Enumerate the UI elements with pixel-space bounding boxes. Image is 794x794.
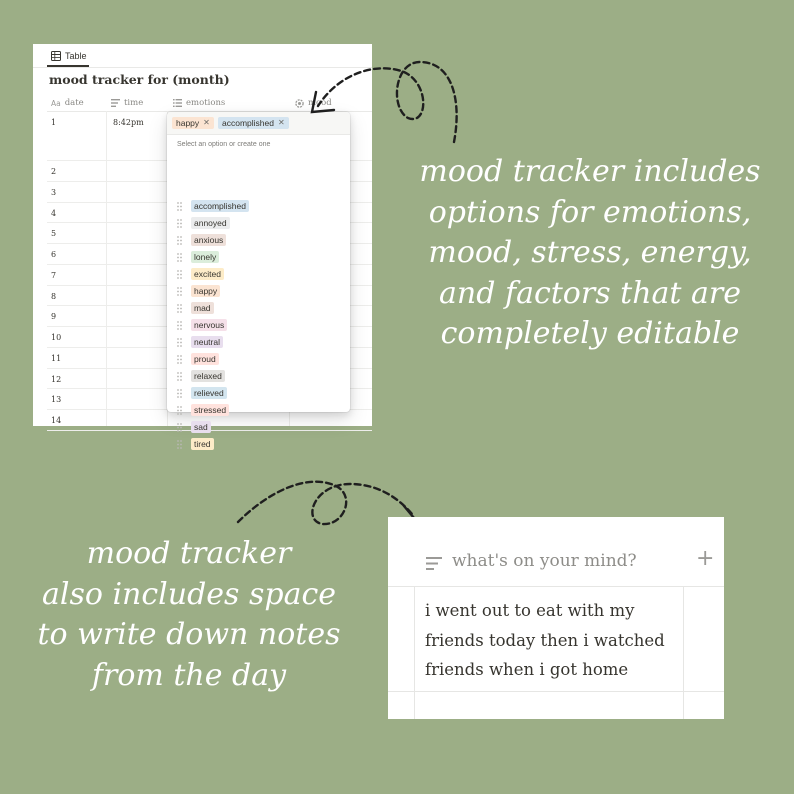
date-cell[interactable]: 5: [51, 229, 57, 239]
caption-line: mood tracker includes: [419, 154, 761, 189]
date-cell[interactable]: 9: [51, 312, 57, 322]
drag-handle-icon[interactable]: [177, 423, 182, 432]
drag-handle-icon[interactable]: [177, 253, 182, 262]
option-annoyed[interactable]: [167, 215, 350, 232]
selected-tag-label: accomplished: [222, 118, 274, 128]
caption-line: from the day: [91, 657, 287, 693]
text-lines-icon: [111, 99, 120, 107]
option-tag: relaxed: [191, 370, 225, 382]
date-cell[interactable]: 10: [51, 333, 62, 342]
drag-handle-icon[interactable]: [177, 287, 182, 296]
option-accomplished[interactable]: [167, 198, 350, 215]
selected-tags-input[interactable]: [167, 112, 350, 135]
option-tag: stressed: [191, 404, 229, 416]
option-tag: proud: [191, 353, 219, 365]
selected-tag-accomplished[interactable]: [218, 117, 289, 129]
drag-handle-icon[interactable]: [177, 270, 182, 279]
column-header-time-label: time: [124, 98, 144, 108]
option-tag: neutral: [191, 336, 223, 348]
drag-handle-icon[interactable]: [177, 236, 182, 245]
option-anxious[interactable]: [167, 232, 350, 249]
drag-handle-icon[interactable]: [177, 219, 182, 228]
table-view-tab-label: Table: [65, 51, 87, 61]
remove-icon[interactable]: ✕: [203, 118, 210, 127]
caption-line: mood, stress, energy,: [428, 235, 752, 270]
drag-handle-icon[interactable]: [177, 202, 182, 211]
drag-handle-icon[interactable]: [177, 304, 182, 313]
caption-line: to write down notes: [37, 617, 341, 652]
option-mad[interactable]: [167, 300, 350, 317]
notes-panel: [388, 517, 724, 719]
date-cell[interactable]: 11: [51, 353, 62, 363]
database-title: mood tracker for (month): [49, 72, 230, 87]
drag-handle-icon[interactable]: [177, 338, 182, 347]
title-aa-icon: Aa: [51, 98, 61, 108]
drag-handle-icon[interactable]: [177, 372, 182, 381]
drag-handle-icon[interactable]: [177, 406, 182, 415]
column-header-emotions[interactable]: [173, 95, 225, 111]
date-cell[interactable]: 3: [51, 187, 57, 197]
notes-column-header[interactable]: what's on your mind?: [452, 551, 637, 571]
date-cell[interactable]: 1: [51, 118, 57, 127]
option-lonely[interactable]: [167, 249, 350, 266]
caption-bottom: [24, 534, 354, 696]
notes-row-divider: [388, 691, 724, 692]
option-tag: tired: [191, 438, 214, 450]
date-cell[interactable]: 7: [51, 270, 57, 280]
column-header-date[interactable]: [51, 95, 84, 111]
column-header-mood[interactable]: [295, 95, 332, 111]
option-stressed[interactable]: [167, 402, 350, 419]
option-proud[interactable]: [167, 351, 350, 368]
option-tag: happy: [191, 285, 220, 297]
table-view-tab[interactable]: [47, 46, 91, 66]
status-icon: [295, 99, 304, 108]
note-line: friends when i got home: [425, 660, 629, 679]
option-tag: excited: [191, 268, 224, 280]
option-tag: accomplished: [191, 200, 249, 212]
date-cell[interactable]: 13: [51, 395, 62, 405]
option-happy[interactable]: [167, 283, 350, 300]
emotions-select-popover: [167, 112, 350, 449]
date-cell[interactable]: 8: [51, 291, 57, 301]
multi-select-list-icon: [173, 99, 182, 107]
date-cell[interactable]: 14: [51, 416, 62, 425]
caption-line: mood tracker: [86, 536, 292, 571]
notes-column-divider: [683, 586, 684, 719]
caption-line: completely editable: [440, 316, 740, 351]
option-nervous[interactable]: [167, 317, 350, 334]
option-tag: mad: [191, 302, 214, 314]
notes-column-divider: [414, 586, 415, 719]
option-excited[interactable]: [167, 266, 350, 283]
note-line: friends today then i watched: [425, 630, 665, 650]
note-cell-text[interactable]: [425, 596, 670, 685]
option-tag: nervous: [191, 319, 227, 331]
option-tag: sad: [191, 421, 211, 433]
column-header-date-label: date: [64, 98, 84, 108]
table-grid-icon: [51, 51, 61, 61]
drag-handle-icon[interactable]: [177, 321, 182, 330]
bottom-dashed-arrow: [238, 482, 412, 524]
option-tired[interactable]: [167, 436, 350, 453]
option-tag: lonely: [191, 251, 219, 263]
option-sad[interactable]: [167, 419, 350, 436]
note-line: i went out to eat with my: [425, 601, 635, 620]
text-lines-icon: [426, 557, 442, 570]
caption-top: [404, 152, 776, 355]
date-cell[interactable]: 4: [51, 208, 57, 218]
column-header-time[interactable]: [111, 95, 143, 111]
caption-line: and factors that are: [439, 275, 741, 311]
remove-icon[interactable]: ✕: [277, 118, 285, 127]
select-option-hint: Select an option or create one: [177, 141, 271, 148]
option-relieved[interactable]: [167, 385, 350, 402]
option-tag: anxious: [191, 234, 226, 246]
drag-handle-icon[interactable]: [177, 389, 182, 398]
drag-handle-icon[interactable]: [177, 355, 182, 364]
column-header-emotions-label: emotions: [186, 98, 226, 108]
column-header-mood-label: mood: [308, 98, 332, 108]
date-cell[interactable]: 2: [51, 167, 57, 176]
option-tag: relieved: [191, 387, 227, 399]
option-tag: annoyed: [191, 217, 230, 229]
time-cell[interactable]: 8:42pm: [113, 118, 144, 127]
plus-icon[interactable]: +: [696, 546, 715, 571]
mood-tracker-table-panel: [33, 44, 372, 449]
option-neutral[interactable]: [167, 334, 350, 351]
caption-line: options for emotions,: [428, 194, 752, 230]
selected-tag-label: happy: [176, 118, 200, 128]
date-cell[interactable]: 6: [51, 250, 57, 259]
notes-header-divider: [388, 586, 724, 587]
date-cell[interactable]: 12: [51, 374, 62, 384]
selected-tag-happy[interactable]: [172, 117, 214, 129]
drag-handle-icon[interactable]: [177, 440, 182, 449]
option-relaxed[interactable]: [167, 368, 350, 385]
tab-divider: [33, 67, 372, 68]
caption-line: also includes space: [41, 576, 337, 612]
